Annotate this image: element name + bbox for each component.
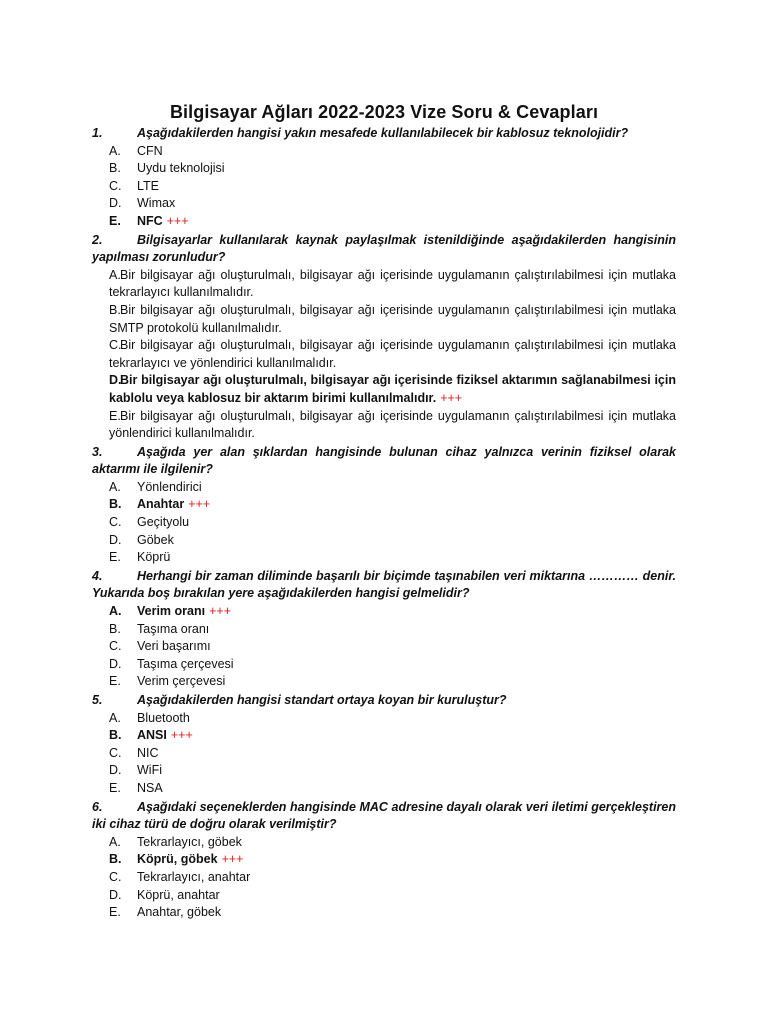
correct-mark: +++ xyxy=(209,604,231,619)
option-text: Wimax xyxy=(137,196,176,211)
option-letter: C. xyxy=(109,515,122,530)
question-1 xyxy=(92,125,676,143)
correct-mark: +++ xyxy=(440,390,463,405)
option-item xyxy=(92,302,676,337)
option-item xyxy=(92,160,676,178)
option-letter: B. xyxy=(109,852,122,867)
option-text: Köprü xyxy=(137,550,171,565)
option-text: Bir bilgisayar ağı oluşturulmalı, bilgisayar ağı içerisinde uygulamanın çalıştırılabilmesi için mutlaka tekrarlayıcı kullanılmalıdır. xyxy=(109,267,676,300)
option-text: Yönlendirici xyxy=(137,479,202,494)
question-number: 3. xyxy=(92,444,103,459)
option-letter: B. xyxy=(109,621,121,636)
option-text: LTE xyxy=(137,178,159,193)
question-number: 6. xyxy=(92,799,103,814)
option-item xyxy=(92,887,676,905)
options-6 xyxy=(92,834,676,922)
option-item-correct xyxy=(92,851,676,869)
option-letter: C. xyxy=(109,869,122,884)
option-text: Veri başarımı xyxy=(137,639,211,654)
option-item xyxy=(92,532,676,550)
option-letter: A. xyxy=(109,267,121,282)
option-item xyxy=(92,178,676,196)
option-item xyxy=(92,745,676,763)
question-5 xyxy=(92,692,676,710)
question-number: 1. xyxy=(92,126,103,140)
option-text: Bir bilgisayar ağı oluşturulmalı, bilgisayar ağı içerisinde fiziksel aktarımın sağlanabilmesi için kablolu veya kablosuz bir aktarım birimi kullanılmalıdır. xyxy=(109,373,676,405)
option-item xyxy=(92,195,676,213)
option-letter: B. xyxy=(109,728,122,743)
question-text: Bilgisayarlar kullanılarak kaynak paylaşılmak istenildiğinde aşağıdakilerden hangisinin yapılması zorunludur? xyxy=(92,232,676,265)
option-text: NIC xyxy=(137,745,159,760)
question-number: 4. xyxy=(92,568,103,583)
question-text: Herhangi bir zaman diliminde başarılı bir biçimde taşınabilen veri miktarına ………… denir. Yukarıda boş bırakılan yere aşağıdakilerden hangisi gelmelidir? xyxy=(92,568,676,601)
options-3 xyxy=(92,479,676,567)
option-letter: C. xyxy=(109,745,122,760)
question-text: Aşağıdakilerden hangisi yakın mesafede kullanılabilecek bir kablosuz teknolojidir? xyxy=(137,126,629,140)
options-5 xyxy=(92,710,676,798)
option-text: Uydu teknolojisi xyxy=(137,161,225,176)
option-item xyxy=(92,638,676,656)
option-text: Taşıma çerçevesi xyxy=(137,656,234,671)
option-item xyxy=(92,621,676,639)
question-number: 2. xyxy=(92,232,103,247)
question-2 xyxy=(92,232,676,267)
question-3 xyxy=(92,444,676,479)
option-letter: C. xyxy=(109,338,122,353)
option-letter: A. xyxy=(109,604,122,619)
option-letter: D. xyxy=(109,196,122,211)
question-list xyxy=(92,124,676,922)
option-text: Göbek xyxy=(137,532,174,547)
option-letter: B. xyxy=(109,161,121,176)
option-letter: D. xyxy=(109,763,122,778)
correct-mark: +++ xyxy=(170,728,193,743)
option-text: Tekrarlayıcı, anahtar xyxy=(137,869,251,884)
option-item xyxy=(92,337,676,372)
question-6 xyxy=(92,799,676,834)
option-text: Tekrarlayıcı, göbek xyxy=(137,834,242,849)
option-letter: D. xyxy=(109,656,122,671)
option-letter: A. xyxy=(109,710,121,725)
option-text: Taşıma oranı xyxy=(137,621,210,636)
option-letter: A. xyxy=(109,479,121,494)
option-text: NSA xyxy=(137,780,163,795)
option-item xyxy=(92,408,676,443)
page-title: Bilgisayar Ağları 2022-2023 Vize Soru & Cevapları xyxy=(169,102,599,122)
option-text: Anahtar, göbek xyxy=(137,905,222,920)
option-text: Köprü, göbek xyxy=(137,852,218,867)
question-text: Aşağıda yer alan şıklardan hangisinde bulunan cihaz yalnızca verinin fiziksel olarak aktarımı ile ilgilenir? xyxy=(92,444,676,477)
option-item xyxy=(92,514,676,532)
option-letter: C. xyxy=(109,178,122,193)
option-item xyxy=(92,673,676,691)
option-text: NFC xyxy=(137,213,163,228)
option-text: Geçityolu xyxy=(137,515,190,530)
option-text: WiFi xyxy=(137,763,162,778)
question-text: Aşağıdakilerden hangisi standart ortaya koyan bir kuruluştur? xyxy=(137,693,507,707)
option-item-correct xyxy=(92,727,676,745)
option-text: Anahtar xyxy=(137,497,185,512)
option-item xyxy=(92,549,676,567)
option-item xyxy=(92,762,676,780)
option-letter: E. xyxy=(109,408,121,423)
option-letter: B. xyxy=(109,497,122,512)
option-item xyxy=(92,780,676,798)
option-item-correct xyxy=(92,603,676,621)
option-item xyxy=(92,267,676,302)
option-letter: D. xyxy=(109,532,122,547)
option-letter: E. xyxy=(109,213,121,228)
option-item xyxy=(92,904,676,922)
question-number: 5. xyxy=(92,693,103,707)
option-item-correct xyxy=(92,372,676,407)
question-4 xyxy=(92,568,676,603)
option-item xyxy=(92,710,676,728)
option-item xyxy=(92,143,676,161)
option-letter: D. xyxy=(109,887,122,902)
option-letter: A. xyxy=(109,834,121,849)
option-item xyxy=(92,656,676,674)
question-text: Aşağıdaki seçeneklerden hangisinde MAC adresine dayalı olarak veri iletimi gerçekleştiren iki cihaz türü de doğru olarak verilmiştir? xyxy=(92,799,676,832)
option-text: Bir bilgisayar ağı oluşturulmalı, bilgisayar ağı içerisinde uygulamanın çalıştırılabilmesi için mutlaka yönlendirici kullanılmalıdır. xyxy=(109,408,676,441)
option-letter: E. xyxy=(109,780,121,795)
option-letter: E. xyxy=(109,905,121,920)
option-text: Köprü, anahtar xyxy=(137,887,220,902)
option-text: Bir bilgisayar ağı oluşturulmalı, bilgisayar ağı içerisinde uygulamanın çalıştırılabilmesi için mutlaka tekrarlayıcı ve yönlendirici kullanılmalıdır. xyxy=(109,338,676,370)
option-letter: E. xyxy=(109,674,121,689)
option-letter: B. xyxy=(109,302,121,317)
option-text: CFN xyxy=(137,143,163,158)
options-4 xyxy=(92,603,676,691)
option-text: Verim çerçevesi xyxy=(137,674,226,689)
option-letter: A. xyxy=(109,143,121,158)
option-item-correct xyxy=(92,496,676,514)
correct-mark: +++ xyxy=(221,852,244,867)
option-letter: E. xyxy=(109,550,121,565)
option-text: ANSI xyxy=(137,728,167,743)
option-item-correct xyxy=(92,213,676,231)
option-letter: C. xyxy=(109,639,122,654)
option-text: Bluetooth xyxy=(137,710,190,725)
option-letter: D. xyxy=(109,373,122,388)
option-text: Bir bilgisayar ağı oluşturulmalı, bilgisayar ağı içerisinde uygulamanın çalıştırılabilmesi için mutlaka SMTP protokolü kullanılmalıdır. xyxy=(109,302,676,335)
correct-mark: +++ xyxy=(166,213,189,228)
option-item xyxy=(92,479,676,497)
options-2 xyxy=(92,267,676,443)
correct-mark: +++ xyxy=(188,497,211,512)
options-1 xyxy=(92,143,676,231)
option-item xyxy=(92,869,676,887)
option-item xyxy=(92,834,676,852)
option-text: Verim oranı xyxy=(137,604,206,619)
